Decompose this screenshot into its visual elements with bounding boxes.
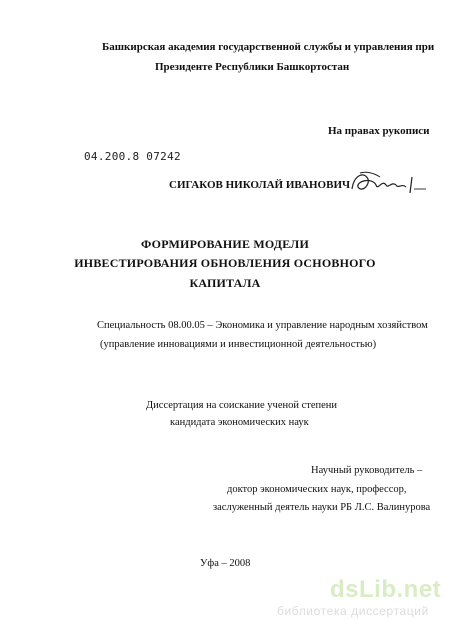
- city-year: Уфа – 2008: [200, 558, 251, 569]
- supervisor-line-3: заслуженный деятель науки РБ Л.С. Валинурова: [213, 502, 431, 513]
- handwritten-signature: [348, 167, 428, 203]
- watermark-logo: dsLib.net: [330, 576, 442, 603]
- specialty-line-1: Специальность 08.00.05 – Экономика и управление народным хозяйством: [97, 320, 428, 331]
- author-name: СИГАКОВ НИКОЛАЙ ИВАНОВИЧ: [169, 179, 351, 191]
- dissertation-title-line-2: ИНВЕСТИРОВАНИЯ ОБНОВЛЕНИЯ ОСНОВНОГО: [74, 256, 376, 270]
- degree-line-2: кандидата экономических наук: [170, 417, 309, 428]
- registration-stamp-number: 04.200.8 07242: [84, 150, 181, 163]
- degree-line-1: Диссертация на соискание ученой степени: [146, 400, 338, 411]
- specialty-line-2: (управление инновациями и инвестиционной деятельностью): [100, 339, 377, 350]
- institution-line-1: Башкирская академия государственной службы и управления при: [102, 41, 435, 53]
- supervisor-line-2: доктор экономических наук, профессор,: [227, 484, 407, 495]
- manuscript-rights-note: На правах рукописи: [328, 125, 430, 137]
- dissertation-title-line-1: ФОРМИРОВАНИЕ МОДЕЛИ: [141, 237, 309, 251]
- supervisor-line-1: Научный руководитель –: [311, 465, 423, 476]
- institution-line-2: Президенте Республики Башкортостан: [155, 61, 350, 73]
- watermark-caption: библиотека диссертаций: [277, 604, 429, 618]
- dissertation-title-line-3: КАПИТАЛА: [189, 276, 261, 290]
